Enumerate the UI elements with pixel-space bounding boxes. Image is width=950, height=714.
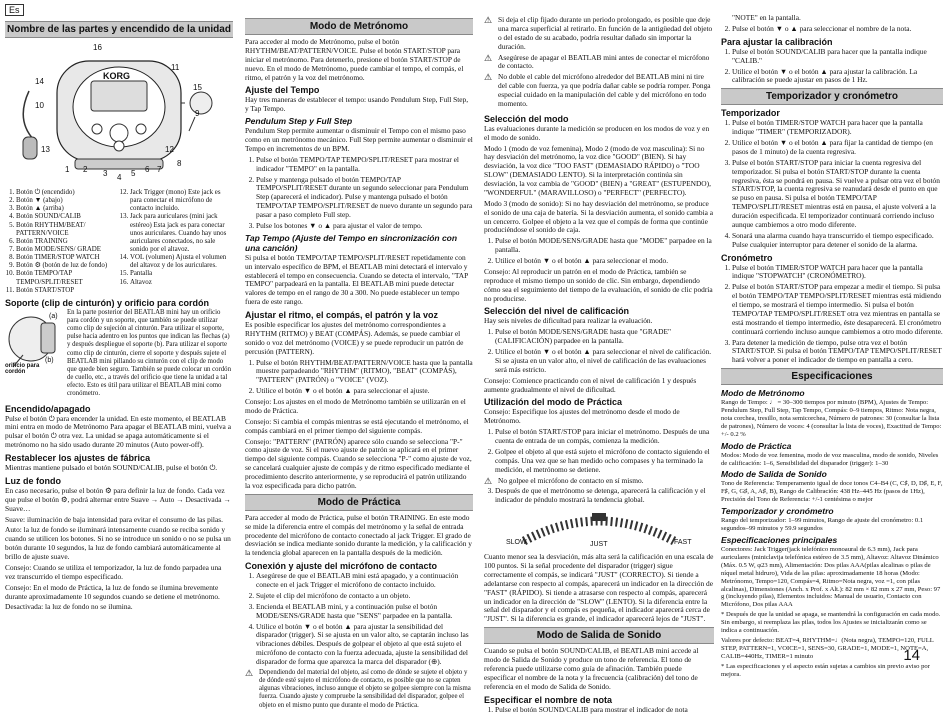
connection-note-text: Dependiendo del material del objeto, así como de dónde se sujete el objeto y de dónde esté sujeto el micrófono de contacto, es posible que no se capten algunas vibraciones, incluso aunque el objeto se golpee siempre con la misma fuerza. Cuando ajuste y compruebe la sensibilidad del disparador, golpee el objeto en el mismo punto que durante el modo de Práctica. [259, 669, 473, 710]
spec-metronome-text: Rango de Tempo: ♩ = 30–300 tiempos por minuto (BPM), Ajustes de Tempo: Pendulum Step, Full Step, Tap Tempo, Compás: 0–9 tiempos, Ritmo: Nota negra, nota corchea, tresillo, nota semicorchea, Número de patrones: 30 (consultar la lista de patrones), Número de voces: 4 (consultar la lista de voces), Exactitud de Tempo: +/- 0.2 % [721, 399, 943, 439]
step-item: 4. Sonará una alarma cuando haya transcurrido el tiempo especificado. Pulse cualquier interruptor para detener el sonido de la alarma. [732, 232, 943, 250]
clip-label-a: (a) [49, 313, 58, 320]
rhythm-heading: Ajustar el ritmo, el compás, el patrón y la voz [245, 310, 473, 320]
tempo-intro: Hay tres maneras de establecer el tempo: usando Pendulum Step, Full Step, y Tap Tempo. [245, 96, 473, 114]
step-item: 1. Pulse el botón MODE/SENS/GRADE hasta que "MODE" parpadee en la pantalla. [495, 237, 714, 255]
use-heading: Utilización del modo de Práctica [484, 397, 714, 407]
rhythm-tip-3: Consejo: "PATTERN" (PATRÓN) aparece sólo cuando se selecciona "P-" como ajuste de voz. Si el nuevo ajuste de patrón se aplicará en el primer tiempo del siguiente compás. Cuando se selecciona "P-" como ajuste de voz, se cancelará cualquier ajuste de compás y de ritmo especificado mediante el procedimiento descrito anteriormente, y se reproducirá el patrón utilizando la voz especificada para dicho patrón. [245, 438, 473, 491]
step-item: 1. Pulse el botón TEMPO/TAP TEMPO/SPLIT/RESET para mostrar el indicador "TEMPO" en la pantalla. [256, 156, 473, 174]
step-item: 1. Pulse el botón TIMER/STOP WATCH para hacer que la pantalla indique "TIMER" (TEMPORIZADOR). [732, 119, 943, 137]
timer-heading: Temporizador [721, 108, 943, 118]
part-item: 8. Botón TIMER/STOP WATCH [16, 254, 119, 262]
grade-tip: Consejo: Comience practicando con el nivel de calificación 1 y después aumente gradualmente el nivel de dificultad. [484, 377, 714, 395]
part-item: 13. Jack para auriculares (mini jack estéreo) Esta jack es para conectar unos auriculares. Cuando hay unos auriculares conectados, no sale sonido por el altavoz. [130, 213, 233, 254]
step-item: 1. Pulse el botón START/STOP para iniciar el metrónomo. Después de una cuenta de entrada de un compás, comienza la medición. [495, 428, 714, 446]
backlight-soft: Suave: iluminación de baja intensidad para evitar el consumo de las pilas. [5, 516, 233, 525]
gauge-slow-label: SLOW [506, 539, 527, 546]
part-item: 1. Botón ⏻ (encendido) [16, 189, 119, 197]
parts-title: Nombre de las partes y encendido de la unidad [5, 21, 233, 38]
callout-16: 16 [93, 43, 102, 52]
callout-6: 6 [145, 165, 149, 174]
warning-icon: ⚠ [245, 669, 255, 712]
note-steps [484, 706, 714, 714]
note-clip [484, 16, 714, 54]
metronome-title: Modo de Metrónomo [245, 18, 473, 35]
callout-2: 2 [83, 165, 87, 174]
backlight-tip-1: Consejo: Cuando se utiliza el temporizador, la luz de fondo parpadea una vez transcurrido el tiempo especificado. [5, 564, 233, 582]
parts-list-right [119, 189, 233, 295]
rhythm-tip-2: Consejo: Si cambia el compás mientras se está ejecutando el metrónomo, el compás cambiará en el primer tiempo del siguiente compás. [245, 418, 473, 436]
callout-13: 13 [41, 145, 50, 154]
tap-text: Si pulsa el botón TEMPO/TAP TEMPO/SPLIT/RESET repetidamente con un intervalo específico de BPM, el BEATLAB mini detectará el intervalo y establecerá el tempo en consecuencia. Cuando se detecta el intervalo, "TAP TEMPO" parpadeará en la pantalla. El BEATLAB mini puede detectar valores de tempo en el rango de 30 a 300. No puede establecer un tempo fuera de este rango. [245, 254, 473, 307]
parts-legend [5, 189, 233, 295]
callout-1: 1 [65, 165, 69, 174]
use-note-text: No golpee el micrófono de contacto en sí mismo. [498, 477, 644, 486]
stopwatch-steps [721, 264, 943, 366]
step-item: 3. Para detener la medición de tiempo, pulse otra vez el botón START/STOP. Si pulsa el botón TEMPO/TAP TEMPO/SPLIT/RESET hará volver a poner el indicador de tiempo en pantalla a cero. [732, 339, 943, 366]
part-item: 12. Jack Trigger (mono) Este jack es para conectar el micrófono de contacto incluido. [130, 189, 233, 213]
backlight-text: En caso necesario, pulse el botón ⚙ para definir la luz de fondo. Cada vez que pulse el botón ⚙, podrá alternar entre Suave → Auto → Desactivada → Suave… [5, 487, 233, 514]
step-item: 3. Pulse el botón START/STOP para iniciar la cuenta regresiva del temporizador. Si pulsa el botón START/STOP durante la cuenta regresiva, ésta se pondrá en pausa. Si vuelve a pulsar otra vez el botón START/STOP, la cuenta regresiva se reanudará desde el punto en que se puso en pausa. Si pulsa el botón TEMPO/TAP TEMPO/SPLIT/RESET mientras está en pausa, el ajuste volverá a la duración especificada. El temporizador continuará corriendo incluso aunque cambiemos a otro modo diferente. [732, 159, 943, 230]
callout-15: 15 [193, 83, 202, 92]
column-practice [484, 0, 714, 672]
clip-heading: Soporte (clip de cinturón) y orificio para cordón [5, 298, 233, 308]
rhythm-steps [245, 359, 473, 397]
practice-title: Modo de Práctica [245, 494, 473, 511]
grade-steps [484, 328, 714, 374]
note-power [484, 54, 714, 74]
use-tip: Consejo: Especifique los ajustes del metrónomo desde el modo de Metrónomo. [484, 408, 714, 426]
column-parts [5, 0, 233, 672]
pendulum-text: Pendulum Step permite aumentar o disminuir el Tempo con el mismo paso como en un metrónomo mecánico. Full Step permite aumentar o disminuir el Tempo en incrementos de un BPM. [245, 127, 473, 154]
part-item: 11. Botón START/STOP [16, 287, 119, 295]
step-item: 2. Utilice el botón ▼ o el botón ▲ para fijar la cantidad de tiempo (en pasos de 1 minuto) de la cuenta regresiva. [732, 139, 943, 157]
clip-diagram [5, 309, 63, 373]
part-item: 16. Altavoz [130, 279, 233, 287]
step-item: 1. Pulse el botón TIMER/STOP WATCH para hacer que la pantalla indique "STOPWATCH" (CRONÓMETRO). [732, 264, 943, 282]
spec-sound-text: Tono de Referencia: Temperamento igual de doce tonos C4–B4 (C, C♯, D, D♯, E, F, F♯, G, G♯, A, A♯, B), Rango de Calibración: 438 Hz–445 Hz (pasos de 1Hz), Precisión del Tono de Referencia: +/-1 centésima o mejor [721, 480, 943, 504]
callout-5: 5 [131, 169, 135, 178]
part-item: 15. Pantalla [130, 270, 233, 278]
timer-steps [721, 119, 943, 249]
practice-intro: Para acceder al modo de Práctica, pulse el botón TRAINING. En este modo se mide la diferencia entre el compás del metrónomo y la señal de entrada procedente del micrófono de contacto conectado al jack Trigger. El grado de desviación se indica mediante sonido durante la medición, y la calificación y la tendencia global aparecen en la pantalla después de la medición. [245, 514, 473, 558]
note-power-text: Asegúrese de apagar el BEATLAB mini antes de conectar el micrófono de contacto. [498, 54, 714, 72]
part-item: 4. Botón SOUND/CALIB [16, 213, 119, 221]
warning-icon: ⚠ [484, 477, 494, 488]
step-item: 2. Utilice el botón ▼ o el botón ▲ para ajustar la calibración. La calibración se puede ajustar en pasos de 1 Hz. [732, 68, 943, 86]
part-item: 10. Botón TEMPO/TAP TEMPO/SPLIT/RESET [16, 270, 119, 286]
gauge-text: Cuanto menor sea la desviación, más alta será la calificación en una escala de 100 puntos. Si la señal procedente del disparador (trigger) sigue correctamente el compás, se indicará "JUST" (CORRECTO). Si tiende a adelantarse con respecto al compás, aparecerá un indicador en la dirección de "FAST" (RÁPIDO). Si tiende a atrasarse con respecto al compás, aparecerá un indicador en la dirección de "SLOW" (LENTO). Si la diferencia entre la señal del disparador y el compás es pequeña, el indicador aparecerá cerca de "JUST". Si la diferencia es grande, el indicador aparecerá lejos de "JUST". [484, 553, 714, 624]
backlight-auto: Auto: la luz de fondo se iluminará intensamente cuando se reciba sonido y cuando se utilicen los botones. Si no se introduce un sonido o no se pulsa un botón durante 10 segundos, la luz de fondo cambiará automáticamente al brillo de ajuste suave. [5, 526, 233, 562]
callout-14: 14 [35, 77, 44, 86]
callout-11: 11 [171, 63, 179, 72]
part-item: 5. Botón RHYTHM/BEAT/ PATTERN/VOICE [16, 222, 119, 238]
connection-note [245, 669, 473, 712]
callout-9: 9 [195, 109, 199, 118]
part-item: 14. VOL (volumen) Ajusta el volumen del altavoz y de los auriculares. [130, 254, 233, 270]
column-specs [721, 0, 943, 672]
step-item: 4. Utilice el botón ▼ o el botón ▲ para ajustar la sensibilidad del disparador (trigger). Si se ajusta en un valor alto, se captarán incluso las vibraciones débiles. Después de golpear el objeto al que está sujeto el micrófono de contacto con la fuerza adecuada, ajuste la sensibilidad del disparador de forma que aparezca la marca del disparador (⊕). [256, 623, 473, 667]
spec-metronome-heading: Modo de Metrónomo [721, 388, 943, 398]
warning-icon: ⚠ [484, 16, 494, 54]
tempo-heading: Ajuste del Tempo [245, 85, 473, 95]
step-item: 1. Asegúrese de que el BEATLAB mini está apagado, y a continuación conecte en el jack Trigger el micrófono de contacto incluido. [256, 572, 473, 590]
gauge-fast-label: FAST [674, 539, 692, 546]
connection-steps [245, 572, 473, 667]
gauge-just-label: JUST [590, 541, 608, 548]
note-cable-text: No doble el cable del micrófono alrededor del BEATLAB mini ni tire del cable con fuerza, ya que podría dañar cable se podría romper. Ponga especial cuidado en la manipulación del cable y del micrófono en todo momento. [498, 73, 714, 109]
reset-text: Mientras mantiene pulsado el botón SOUND/CALIB, pulse el botón ⏻. [5, 464, 233, 473]
mode-select-steps [484, 237, 714, 266]
use-steps-cont [484, 487, 714, 505]
clip-text: En la parte posterior del BEATLAB mini hay un orificio para cordón y un soporte, que también se puede utilizar como clip de sujeción al cinturón. Para utilizar el soporte, pulse hacia adentro en los puntos que indican las flechas (a) y después despliegue el soporte (b). Para utilizar el soporte como clip de cinturón, cierre el soporte y después sujete el BEATLAB mini pillando su cinturón con el clip de modo que quede bien seguro. También se puede colocar un cordón de cuello, etc., a través del orificio que tiene la unidad a tal efecto. Esto es útil para utilizar el BEATLAB mini como cronómetro. [67, 309, 233, 399]
tap-heading: Tap Tempo (Ajuste del Tempo en sincronización con una canción) [245, 233, 473, 253]
rhythm-text: Es posible especificar los ajustes del metrónomo correspondientes a RHYTHM (RITMO) y BEAT (COMPÁS). Además, se puede cambiar el sonido o voz del metrónomo (VOICE) y se puede reproducir un patrón de percusión (PATTERN). [245, 321, 473, 357]
callout-4: 4 [117, 173, 121, 182]
device-brand: KORG [103, 71, 130, 81]
pendulum-heading: Pendulum Step y Full Step [245, 116, 473, 126]
mode-select-intro: Las evaluaciones durante la medición se producen en los modos de voz y en el modo de sonido. [484, 125, 714, 143]
parts-list-left [5, 189, 119, 295]
step-item: 2. Utilice el botón ▼ o el botón ▲ para seleccionar el ajuste. [256, 387, 473, 396]
step-item: 2. Pulse el botón START/STOP para empezar a medir el tiempo. Si pulsa el botón TEMPO/TAP TEMPO/SPLIT/RESET mientras está midiendo el tiempo, se mostrará el tiempo intermedio. Si pulsa el botón TEMPO/TAP TEMPO/SPLIT/RESET otra vez mientras en pantalla se está mostrando el tiempo intermedio, éste desaparecerá. El cronómetro continuará corriendo incluso aunque cambiemos a otro modo diferente. [732, 283, 943, 336]
backlight-off: Desactivada: la luz de fondo no se ilumina. [5, 603, 233, 612]
step-item: 1. Pulse el botón MODE/SENS/GRADE hasta que "GRADE" (CALIFICACIÓN) parpadee en la pantalla. [495, 328, 714, 346]
reset-heading: Restablecer los ajustes de fábrica [5, 453, 233, 463]
connection-heading: Conexión y ajuste del micrófono de contacto [245, 561, 473, 571]
callout-8: 8 [177, 159, 181, 168]
part-item: 2. Botón ▼ (abajo) [16, 197, 119, 205]
step-item: 1. Pulse el botón SOUND/CALIB para hacer que la pantalla indique "CALIB." [732, 48, 943, 66]
note-continued: "NOTE" en la pantalla. [721, 14, 943, 23]
spec-practice-heading: Modo de Práctica [721, 441, 943, 451]
spec-defaults: Valores por defecto: BEAT=4, RHYTHM=♩(Nota negra), TEMPO=120, FULL STEP, PATTERN=1, VOICE=1, SENS=30, GRADE=1, MODE=1, NOTE=A, CALIB=440Hz, TIMER=1 minuto [721, 637, 943, 661]
pendulum-steps [245, 156, 473, 231]
step-item: 3. Encienda el BEATLAB mini, y a continuación pulse el botón MODE/SENS/GRADE hasta que "SENS" parpadee en la pantalla. [256, 603, 473, 621]
device-diagram [5, 41, 233, 189]
timer-section-title: Temporizador y cronómetro [721, 88, 943, 105]
page-number: 14 [903, 647, 920, 664]
callout-7: 7 [157, 165, 161, 174]
step-item: 2. Pulse y mantenga pulsado el botón TEMPO/TAP TEMPO/SPLIT/RESET durante un segundo seleccionar para Pendulum Step (aparecerá el indicador). Pulse y mantenga pulsado el botón TEMPO/TAP TEMPO/SPLIT/RESET de nuevo durante un segundo para pasar a paso completo Full step. [256, 176, 473, 220]
part-item: 7. Botón MODE/SENS/ GRADE [16, 246, 119, 254]
language-tag: Es [5, 4, 24, 16]
note-cable [484, 73, 714, 111]
spec-sound-heading: Modo de Salida de Sonido [721, 469, 943, 479]
rhythm-tip-1: Consejo: Los ajustes en el modo de Metrónomo también se utilizarán en el modo de Práctica. [245, 398, 473, 416]
clip-caption: orificio para cordón [5, 363, 45, 375]
callout-3: 3 [103, 169, 107, 178]
part-item: 3. Botón ▲ (arriba) [16, 205, 119, 213]
backlight-tip-2: Consejo: En el modo de Práctica, la luz de fondo se ilumina brevemente durante aproximadamente 10 segundos cuando se detiene el metrónomo. [5, 584, 233, 602]
use-steps [484, 428, 714, 474]
calibration-heading: Para ajustar la calibración [721, 37, 943, 47]
pendulum-gauge [484, 507, 714, 551]
specs-title: Especificaciones [721, 368, 943, 385]
spec-footnote-2: * Las especificaciones y el aspecto están sujetas a cambios sin previo aviso por mejora. [721, 663, 943, 679]
step-item: 2. Golpee el objeto al que está sujeto el micrófono de contacto siguiendo el compás. Una vez que se han medido ocho compases y ha terminado la medición, el metrónomo se detiene. [495, 448, 714, 475]
spec-main-text: Conectores: Jack Trigger(jack telefónico monoaural de 6.3 mm), Jack para auriculares (miniclavija telefónica estéreo de 3.5 mm), Altavoz: Altavoz Dinámico (Máx. 0.5 W, φ23 mm), Alimentación: Dos pilas AAA(pilas alcalinas o pilas de níquel metal hidruro), Vida de las pilas: aproximadamente 18 horas (Modo: Metrónomo, Tempo=120, Compás=4, Ritmo=Nota negra, voz =1, con pilas alcalinas), Dimensiones (Anch. x Prof. x Alt.): 82 mm × 82 mm x 27 mm, Peso: 97 g (incluyendo pilas), Elementos incluidos: Manual de usuario, Contacto con Micrófono, Dos pilas AAA [721, 546, 943, 609]
clip-label-b: (b) [45, 357, 54, 364]
metronome-intro: Para acceder al modo de Metrónomo, pulse el botón RHYTHM/BEAT/PATTERN/VOICE. Pulse el botón START/STOP para iniciar el metrónomo. Para detenerlo, presione el botón START/STOP de nuevo. En el modo de Metrónomo, puede cambiar el tempo, el compás, el ritmo, el patrón y la voz del metrónomo. [245, 38, 473, 82]
grade-intro: Hay seis niveles de dificultad para realizar la evaluación. [484, 317, 714, 326]
step-item: 2. Utilice el botón ▼ o el botón ▲ para seleccionar el nivel de calificación. Si se ajusta en un valor alto, el nivel de calificación de las evaluaciones será más estricto. [495, 348, 714, 375]
warning-icon: ⚠ [484, 54, 494, 74]
part-item: 6. Botón TRAINING [16, 238, 119, 246]
mode-select-tip: Consejo: Al reproducir un patrón en el modo de Práctica, también se reproduce el mismo tiempo un sonido de clic. Sin embargo, dependiendo cómo sea el seguimiento del tiempo de la evaluación, el sonido de clic podría no producirse. [484, 268, 714, 304]
sound-text: Cuando se pulsa el botón SOUND/CALIB, el BEATLAB mini accede al modo de Salida de Sonido y produce un tono de referencia. El tono de referencia puede utilizarse como guía de afinación. También puede especificar el nombre de la nota y la frecuencia (calibración) del tono de referencia en el modo de Salida de Sonido. [484, 647, 714, 691]
note-clip-text: Si deja el clip fijado durante un periodo prolongado, es posible que deje una marca superficial al retirarlo. En función de la antigüedad del objeto o del estado de su acabado, podría resultar dañado sin importar la duración. [498, 16, 714, 52]
step-item: 3. Después de que el metrónomo se detenga, aparecerá la calificación y el indicador de péndulo mostrará la tendencia global. [495, 487, 714, 505]
sound-title: Modo de Salida de Sonido [484, 627, 714, 644]
mode-select-mode3: Modo 3 (modo de sonido): Si no hay desviación del metrónomo, se produce el sonido de una caja de batería. Si la desviación aumenta, el sonido cambia a un cencerro. Golpee el objeto a la vez que el compás de forma que continúe produciéndose el sonido de caja. [484, 200, 714, 236]
note-heading: Especificar el nombre de nota [484, 695, 714, 705]
stopwatch-heading: Cronómetro [721, 253, 943, 263]
backlight-heading: Luz de fondo [5, 476, 233, 486]
calibration-steps [721, 48, 943, 86]
power-text: Pulse el botón ⏻ para encender la unidad. En este momento, el BEATLAB mini entra en modo de Metrónomo Para apagar el BEATLAB mini, vuelva a pulsar el botón ⏻ otra vez. La unidad se apaga automáticamente si el metrónomo no ha sido usado durante 20 minutos (Auto power-off). [5, 415, 233, 451]
callout-12: 12 [165, 145, 174, 154]
step-item: 1. Pulse el botón SOUND/CALIB para mostrar el indicador de nota [495, 706, 714, 714]
column-metronome [245, 0, 473, 672]
step-item: 2. Utilice el botón ▼ o el botón ▲ para seleccionar el modo. [495, 257, 714, 266]
spec-main-heading: Especificaciones principales [721, 535, 943, 545]
spec-timer-heading: Temporizador y cronómetro [721, 506, 943, 516]
step-item: 2. Pulse el botón ▼ o ▲ para seleccionar el nombre de la nota. [732, 25, 943, 34]
mode-select-heading: Selección del modo [484, 114, 714, 124]
warning-icon: ⚠ [484, 73, 494, 111]
step-item: 2. Sujete el clip del micrófono de contacto a un objeto. [256, 592, 473, 601]
spec-timer-text: Rango del temporizador: 1–99 minutos, Rango de ajuste del cronómetro: 0.1 segundos–99 minutos y 59.9 segundos [721, 517, 943, 533]
note-steps-cont [721, 25, 943, 34]
spec-practice-text: Modos: Modo de voz femenina, modo de voz masculina, modo de sonido, Niveles de calificación: 1–6, Sensibilidad del disparador (trigger): 1–30 [721, 452, 943, 468]
power-heading: Encendido/apagado [5, 404, 233, 414]
callout-10: 10 [35, 101, 44, 110]
step-item: 3. Pulse los botones ▼ o ▲ para ajustar el valor de tempo. [256, 222, 473, 231]
step-item: 1. Pulse el botón RHYTHM/BEAT/PATTERN/VOICE hasta que la pantalla muestre parpadeando "RHYTHM" (RITMO), "BEAT" (COMPÁS), "PATTERN" (PATRÓN) o "VOICE" (VOZ). [256, 359, 473, 386]
grade-heading: Selección del nivel de calificación [484, 306, 714, 316]
mode-select-mode1: Modo 1 (modo de voz femenina), Modo 2 (modo de voz masculina): Si no hay desviación del metrónomo, la voz dice "GOOD" (BIEN). Si hay desviación, la voz dice "TOO FAST" (DEMASIADO RÁPIDO) o "TOO SLOW" (DEMASIADO LENTO). Si la interpretación continúa sin desviación, la voz cambia de "GOOD" (BIEN) a "GREAT" (ESTUPENDO), "WONDERFUL" (MARAVILLOSO) o "PERFECT" (PERFECTO). [484, 145, 714, 198]
spec-footnote-1: * Después de que la unidad se apaga, se mantendrá la configuración en cada modo. Sin embargo, si reemplaza las pilas, todos los Ajustes se inicializarán como se indica a continuación. [721, 611, 943, 635]
part-item: 9. Botón ⚙ (botón de luz de fondo) [16, 262, 119, 270]
